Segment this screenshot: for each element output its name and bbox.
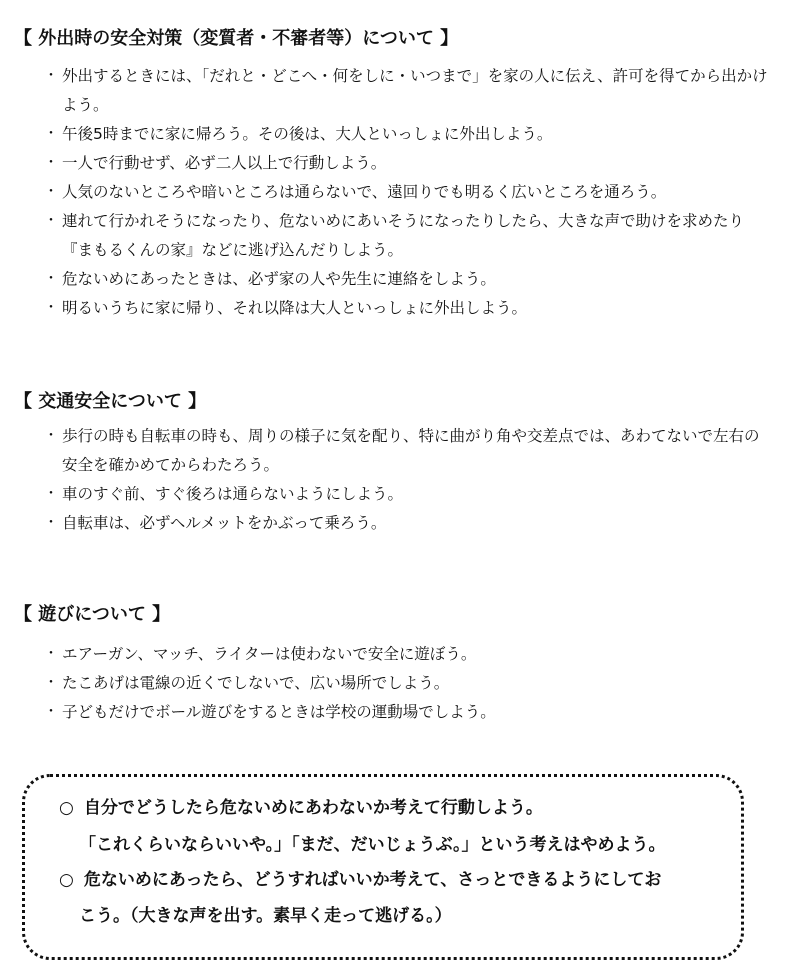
- bullet-marker: ・: [44, 486, 58, 502]
- circle-bullet-icon: ○: [59, 870, 74, 890]
- circle-bullet-icon: ○: [59, 798, 74, 818]
- reminder-callout-box: [22, 774, 744, 960]
- list-item: ・ 午後5時までに家に帰ろう。その後は、大人といっしょに外出しよう。: [0, 120, 800, 149]
- bullet-marker: ・: [44, 300, 58, 316]
- outing-list: [0, 62, 800, 323]
- list-item: ・ 歩行の時も自転車の時も、周りの様子に気を配り、特に曲がり角や交差点では、あわてないで左右の安全を確かめてからわたろう。: [0, 422, 800, 480]
- bullet-marker: ・: [44, 68, 58, 84]
- callout-line: 「これくらいならいいや。」「まだ、だいじょうぶ。」という考えはやめよう。: [79, 835, 666, 855]
- list-item: ・ 車のすぐ前、すぐ後ろは通らないようにしよう。: [0, 480, 800, 509]
- list-item: ・ たこあげは電線の近くでしないで、広い場所でしよう。: [0, 669, 800, 698]
- play-list: [0, 640, 800, 727]
- list-item: ・ 連れて行かれそうになったり、危ないめにあいそうになったりしたら、大きな声で助けを求めたり『まもるくんの家』などに逃げ込んだりしよう。: [0, 207, 800, 265]
- bullet-marker: ・: [44, 675, 58, 691]
- bullet-marker: ・: [44, 155, 58, 171]
- section-title-outing: 【 外出時の安全対策（変質者・不審者等）について 】: [14, 28, 459, 49]
- list-item: ・ 外出するときには、「だれと・どこへ・何をしに・いつまで」を家の人に伝え、許可を得てから出かけよう。: [0, 62, 800, 120]
- callout-line: こう。（大きな声を出す。素早く走って逃げる。）: [79, 906, 452, 926]
- section-title-traffic: 【 交通安全について 】: [14, 391, 207, 412]
- bullet-marker: ・: [44, 184, 58, 200]
- bullet-marker: ・: [44, 704, 58, 720]
- list-item: ・ 明るいうちに家に帰り、それ以降は大人といっしょに外出しよう。: [0, 294, 800, 323]
- list-item: ・ 自転車は、必ずヘルメットをかぶって乗ろう。: [0, 509, 800, 538]
- section-title-play: 【 遊びについて 】: [14, 604, 171, 625]
- bullet-marker: ・: [44, 428, 58, 444]
- callout-line: ○ 危ないめにあったら、どうすればいいか考えて、さっとできるようにしてお: [59, 870, 662, 890]
- list-item: ・ 危ないめにあったときは、必ず家の人や先生に連絡をしよう。: [0, 265, 800, 294]
- traffic-list: [0, 422, 800, 538]
- bullet-marker: ・: [44, 213, 58, 229]
- callout-line: ○ 自分でどうしたら危ないめにあわないか考えて行動しよう。: [59, 798, 543, 818]
- list-item: ・ 子どもだけでボール遊びをするときは学校の運動場でしよう。: [0, 698, 800, 727]
- list-item: ・ 一人で行動せず、必ず二人以上で行動しよう。: [0, 149, 800, 178]
- bullet-marker: ・: [44, 515, 58, 531]
- bullet-marker: ・: [44, 271, 58, 287]
- list-item: ・ エアーガン、マッチ、ライターは使わないで安全に遊ぼう。: [0, 640, 800, 669]
- bullet-marker: ・: [44, 126, 58, 142]
- list-item: ・ 人気のないところや暗いところは通らないで、遠回りでも明るく広いところを通ろう。: [0, 178, 800, 207]
- bullet-marker: ・: [44, 646, 58, 662]
